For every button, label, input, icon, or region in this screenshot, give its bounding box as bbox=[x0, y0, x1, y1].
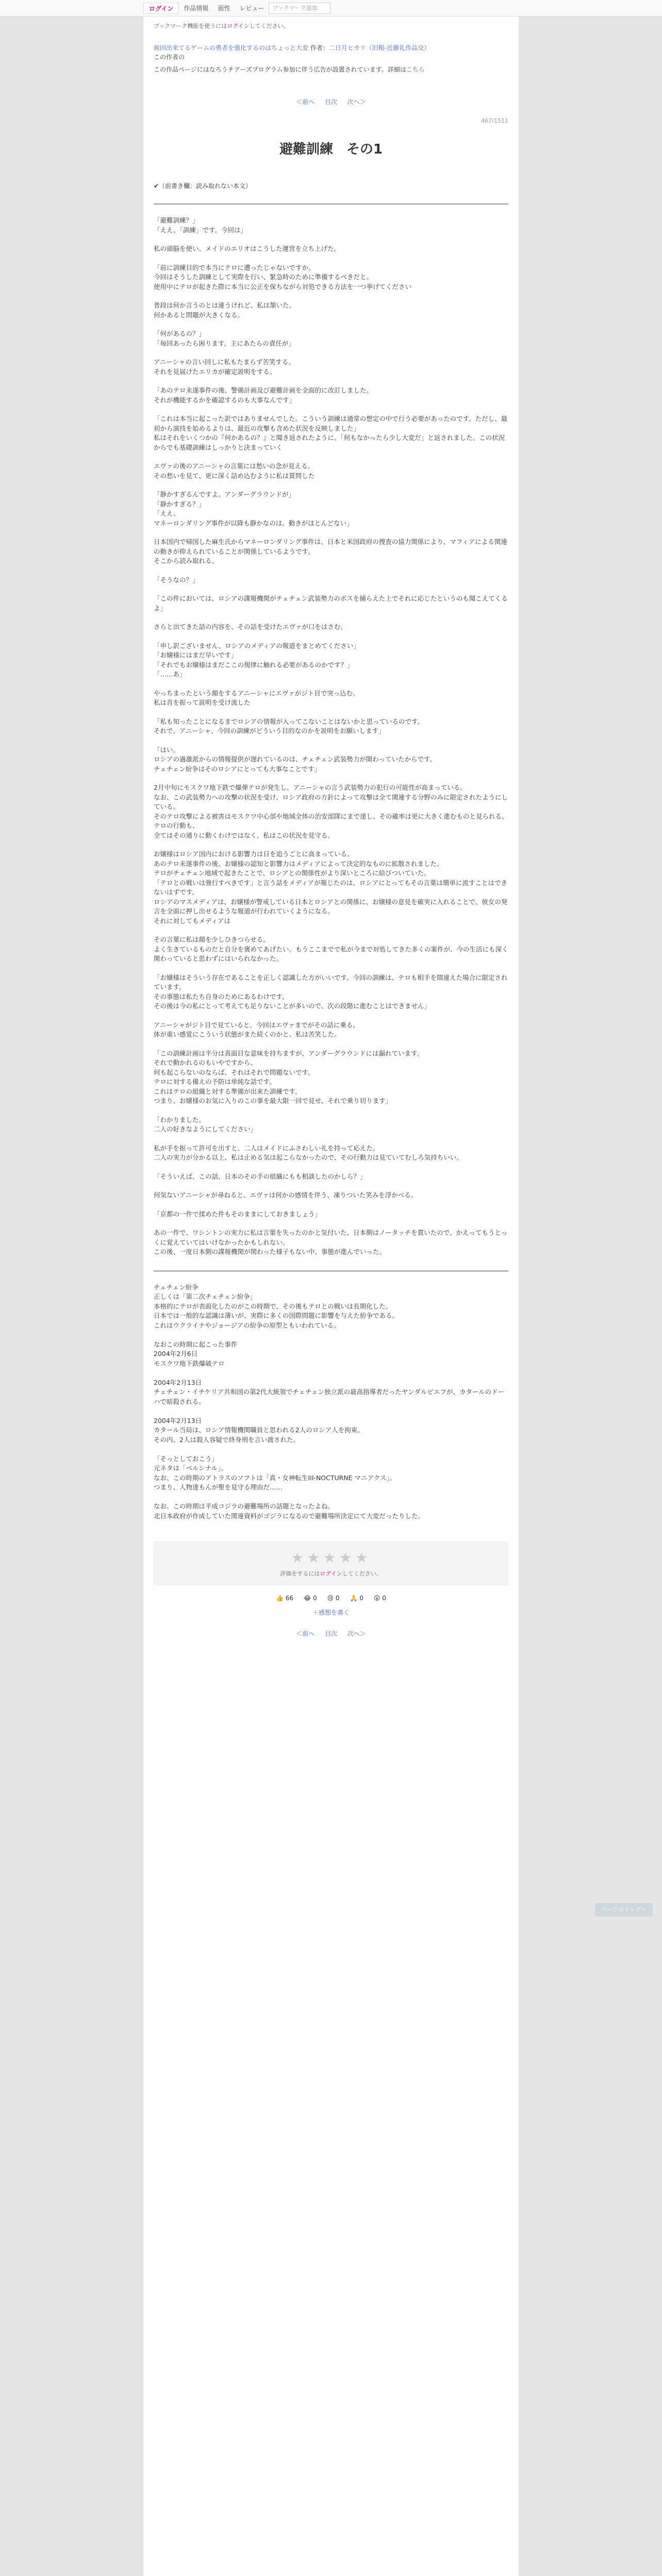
body-line: 「静かすぎるんですよ。アンダーグラウンドが」 bbox=[154, 490, 295, 498]
body-line: それを見届けたエリカが確定説明をする。 bbox=[154, 367, 276, 376]
login-notice bbox=[143, 16, 519, 30]
reaction-button[interactable] bbox=[374, 1595, 386, 1602]
afterword-line: カタール当局は、ロシア情報機関職員と思われる2人のロシア人を拘束。 bbox=[154, 1426, 364, 1434]
prev-link-bottom[interactable]: ＜前へ bbox=[296, 1630, 315, 1637]
toc-link-bottom[interactable]: 目次 bbox=[324, 1630, 337, 1637]
body-paragraph bbox=[154, 329, 508, 348]
reaction-button[interactable] bbox=[304, 1595, 317, 1602]
body-line: 何も起こらないのならば、それはそれで問題ないです。 bbox=[154, 1068, 315, 1076]
notice-suffix: してください。 bbox=[249, 23, 289, 29]
reaction-icon: 😂 bbox=[304, 1595, 311, 1602]
body-line: アニーシャがジト目で見ていると、今回はエヴァまでがその話に乗る。 bbox=[154, 1021, 359, 1029]
afterword-line: なお、この時期のアトラスのソフトは「真・女神転生III-NOCTURNE マニアクス」。 bbox=[154, 1473, 396, 1482]
author-label: 作者： bbox=[310, 44, 329, 52]
body-line: 「お嬢様にはまだ早いです」 bbox=[154, 651, 238, 659]
login-button[interactable]: ログイン bbox=[143, 3, 179, 14]
reactions bbox=[143, 1595, 519, 1602]
body-paragraph bbox=[154, 850, 508, 926]
afterword-line: 本格的にテロが表面化したのがこの時期で、その後もテロとの戦いは長期化した。 bbox=[154, 1302, 392, 1310]
body-paragraph bbox=[154, 622, 508, 632]
author-tag[interactable]: （旧粗-近藤礼作品交） bbox=[366, 44, 431, 52]
afterword bbox=[143, 1272, 519, 1521]
afterword-line: モスクワ地下鉄爆破テロ bbox=[154, 1359, 225, 1367]
body-paragraph bbox=[154, 263, 508, 292]
body-paragraph bbox=[154, 301, 508, 320]
body-line: 体が重い感覚にこういう状態がまた続くのかと、私は苦笑した。 bbox=[154, 1030, 341, 1038]
body-line: 全てはその通りに動くわけではなく、私はこの状況を見守る。 bbox=[154, 831, 334, 839]
body-line: ロシアの過激派からの情報提供が遅れているのは、チェチェン武装勢力が関わっていたからです。 bbox=[154, 755, 437, 763]
rating-login-link[interactable]: ログイン bbox=[320, 1570, 342, 1577]
afterword-line: その内、2人は殺人容疑で終身刑を言い渡された。 bbox=[154, 1435, 300, 1444]
body-paragraph bbox=[154, 689, 508, 708]
body-line: 「この訓練計画は半分は真面目な意味を持ちますが、アンダーグラウンドには漏れています。 bbox=[154, 1049, 424, 1057]
body-paragraph bbox=[154, 1115, 508, 1134]
afterword-line: なお、この時期は平成コジラの避難場所の話題となったよね。 bbox=[154, 1502, 335, 1510]
body-line: マネーロンダリング事件が以降も静かなのは、動きがほとんどない」 bbox=[154, 519, 353, 527]
afterword-line: これはウクライナやジョージアの紛争の原型ともいわれている。 bbox=[154, 1321, 340, 1329]
body-line: 私はそれをいくつかの『何かあるの？』と聞き返されたように、「何もなかったら少し大変だ」と返されました。この状況からでも基礎訓練はしっかりと決まっていく bbox=[154, 434, 505, 451]
body-line: 「これは本当に起こった訳ではありませんでした。こういう訓練は通常の想定の中で行う必要があったのです。ただし、最初から演技を始めるよりは、最近の攻撃も含めた状況を反映しました」 bbox=[154, 415, 508, 432]
reaction-count: 66 bbox=[284, 1595, 294, 1602]
body-paragraph bbox=[154, 935, 508, 964]
body-line: それで動かれるのもいやですから、 bbox=[154, 1059, 257, 1066]
body-line: そこから読み取れる。 bbox=[154, 557, 219, 565]
body-paragraph bbox=[154, 386, 508, 405]
nav-work-info[interactable]: 作品情報 bbox=[184, 4, 209, 12]
body-paragraph bbox=[154, 414, 508, 452]
rating-box bbox=[154, 1541, 508, 1585]
body-line: 「避難訓練？」 bbox=[154, 216, 199, 224]
prev-link[interactable]: ＜前へ bbox=[296, 98, 315, 106]
body-line: 「静かすぎる？」 bbox=[154, 500, 206, 508]
body-line: ロシアのマスメディアは、お嬢様が警戒している日本とロシアとの関係に、お嬢様の意見を確実に入れることで、彼女の発言を全面に押し出せるような報道が行われていくようになる。 bbox=[154, 897, 508, 915]
body-line: 「それでもお嬢様はまだここの規律に触れる必要があるのかです？」 bbox=[154, 660, 354, 669]
episode-title: 避難訓練 その1 bbox=[279, 142, 383, 157]
body-line: 今回はそうした訓練として実際を行い、緊急時のために準備するべきだと。 bbox=[154, 273, 373, 281]
next-link-bottom[interactable]: 次へ＞ bbox=[347, 1630, 366, 1637]
body-line: その愁いを見て、更に深く詰め込むように私は質問した bbox=[154, 471, 315, 480]
body-line: 私が手を振って許可を出すと、二人はメイドにふさわしい礼を持って応えた。 bbox=[154, 1144, 379, 1152]
reaction-icon: 🙏 bbox=[350, 1595, 358, 1602]
body-line: やっちまったという顔をするアニーシャにエヴァがジト目で突っ込む。 bbox=[154, 689, 359, 697]
body-paragraph bbox=[154, 1191, 508, 1200]
body-line: テロがチェチェン地域で起きたことで、ロシアとの関係性がより深いところに結びついていた。 bbox=[154, 869, 431, 877]
afterword-line bbox=[154, 1445, 508, 1454]
rating-stars[interactable]: ★★★★★ bbox=[291, 1549, 371, 1566]
toc-link[interactable]: 目次 bbox=[324, 98, 337, 106]
body-line: そのテロ攻撃による被害はモスクワ中心部や地域全体の治安部隊にまで達し、その確率は更に大きく進むものと見られる。 bbox=[154, 812, 508, 820]
body-line: 「私も知ったことになるまでロシアの情報が入ってこないことはないかと思っているのです。 bbox=[154, 717, 424, 725]
reaction-icon: 😮 bbox=[373, 1595, 380, 1602]
reaction-button[interactable] bbox=[327, 1595, 340, 1602]
afterword-line bbox=[154, 1493, 508, 1502]
body-paragraph bbox=[154, 575, 508, 585]
body-paragraph bbox=[154, 1210, 508, 1219]
afterword-line: 「そっとしておこう」 bbox=[154, 1454, 219, 1463]
body-line: 「毎回あったら困ります。主にあたらの責任が」 bbox=[154, 339, 295, 347]
afterword-line: チェチェン紛争 bbox=[154, 1283, 198, 1291]
body-line: 二人の好きなようにしてください」 bbox=[154, 1125, 257, 1133]
reaction-button[interactable] bbox=[350, 1595, 363, 1602]
body-line: エヴァの後のアニーシャの言葉には愁いの念が見える。 bbox=[154, 462, 315, 470]
afterword-line: 元ネタは「ベルシナル」。 bbox=[154, 1464, 227, 1472]
rating-note-prefix: 評価をするには bbox=[280, 1570, 320, 1577]
body-line: その言葉に私は顔を少しひきつらせる。 bbox=[154, 936, 270, 943]
body-line: 「そういえば、この話、日本のその手の組織にもも相談したのかしら？」 bbox=[154, 1172, 367, 1180]
afterword-line: なおこの時期に起こった事件 bbox=[154, 1340, 238, 1348]
ad-notice bbox=[143, 62, 519, 77]
body-line: 二人の実力が分かる以上、私は止める気は起こらなかったので、その行動力は見ていてむしろ気持ちいい。 bbox=[154, 1154, 463, 1161]
body-line: 「ええ。「訓練」です。今回は」 bbox=[154, 226, 247, 234]
reaction-count: 0 bbox=[311, 1595, 317, 1602]
body-line: あのテロ未遂事件の後、お嬢様の認知と影響力はメディアによって決定的なものに拡散されました。 bbox=[154, 859, 443, 868]
body-line: あの一件で、ワシントンの実力に私は言葉を失ったのかと気付いた、日本側はノータッチを貫いたので、かえってもうとっくに覚えていてはいけなかったかもしれない。 bbox=[154, 1229, 508, 1246]
body-line: 私の頭脳を使い、メイドのエリオはこうした運営を立ち上げた。 bbox=[154, 245, 341, 252]
rating-note-suffix: してください。 bbox=[342, 1570, 382, 1577]
series-title[interactable]: 前回出来てるゲームの勇者を強化するのはちょっと大変 bbox=[154, 44, 309, 52]
body-line: 「申し訳ございません、ロシアのメディアの報道をまとめてください」 bbox=[154, 641, 360, 650]
body-line: チェチェン紛争はそのロシアにとっても大事なことです」 bbox=[154, 765, 321, 773]
body-line: それに対してもメディアは bbox=[154, 917, 231, 925]
body-line: その事態は私たち自身のためにあるわけです。 bbox=[154, 992, 289, 1001]
afterword-line bbox=[154, 1330, 508, 1340]
write-review-link[interactable]: ＋感想を書く bbox=[312, 1609, 350, 1616]
body-paragraph bbox=[154, 537, 508, 566]
body-line: 「テロとの戦いは強行すべきです」と言う話をメディアが報じたのは、ロシアにとってもその言葉は簡単に流すことはできないはずです。 bbox=[154, 878, 508, 896]
page-top-button[interactable]: ページのトップへ bbox=[595, 1903, 653, 1917]
body-line: 日本国内で帰国した麻生氏からマネーロンダリング事件は、日本と米国政府の捜査の協力関係により、マフィアによる関連の動きが抑えられていることが関係しているようです。 bbox=[154, 538, 507, 555]
body-line: それで、アニーシャ、今回の訓練がどういう目的なのかを説明をお願いします」 bbox=[154, 727, 385, 735]
body-line: 私は首を振って説明を受け流した bbox=[154, 699, 251, 706]
preface: ✔（前書き欄：読み取れない本文） bbox=[154, 182, 252, 190]
body-line: アニーシャの言い回しに私もたまらず苦笑する。 bbox=[154, 358, 295, 366]
afterword-line: 2004年2月13日 bbox=[154, 1416, 202, 1425]
afterword-line bbox=[154, 1406, 508, 1416]
body-line: テロの行動も、 bbox=[154, 822, 199, 829]
body-line: この後、一度日本側の諜報機関が関わった様子もない中、事態が進んでいった。 bbox=[154, 1248, 386, 1256]
reaction-count: 0 bbox=[334, 1595, 340, 1602]
body-paragraph bbox=[154, 216, 508, 235]
body-paragraph bbox=[154, 1228, 508, 1257]
body-line: 「わかりました。 bbox=[154, 1115, 206, 1124]
reaction-icon: 😢 bbox=[327, 1595, 334, 1602]
body-paragraph bbox=[154, 973, 508, 1011]
novel-body bbox=[143, 205, 519, 1257]
body-line: 普段は何か言うのとは違うけれど、私は頷いた。 bbox=[154, 301, 296, 309]
body-line: 「この件においては、ロシアの諜報機関がチェチェン武装勢力のボスを捕らえた上でそれに応じたというのも聞こえてくるよ」 bbox=[154, 595, 508, 612]
body-paragraph bbox=[154, 1021, 508, 1040]
reaction-count: 0 bbox=[380, 1595, 386, 1602]
body-paragraph bbox=[154, 1172, 508, 1182]
author-link[interactable]: 二日月ヒカリ bbox=[328, 44, 366, 52]
body-line: 「はい。 bbox=[154, 745, 180, 754]
body-paragraph bbox=[154, 462, 508, 481]
pager-bottom bbox=[143, 1617, 519, 1653]
next-link[interactable]: 次へ＞ bbox=[347, 98, 366, 106]
body-paragraph bbox=[154, 745, 508, 774]
top-bar bbox=[0, 0, 662, 16]
episode-number: 467/1511 bbox=[481, 117, 508, 124]
body-line: これはテロの組織と対する準備が出来た訓練です。 bbox=[154, 1087, 302, 1095]
ad-notice-link[interactable]: こちら bbox=[406, 66, 425, 73]
body-line: なお、この武装勢力への攻撃の状況を受け、ロシア政府の方針によって攻撃は全て関連する分野のみに限定されたようにしている。 bbox=[154, 793, 508, 810]
body-line: 「お嬢様はそういう存在であることを正しく認識した方がいいです。今回の訓練は、テロも相手を間違えた場合に限定されています。 bbox=[154, 973, 508, 991]
body-line: 「……あ」 bbox=[154, 670, 186, 678]
afterword-line: 日本では一般的な認識は薄いが、実際に多くの国際問題に影響を与えた紛争である。 bbox=[154, 1312, 399, 1319]
afterword-line bbox=[154, 1368, 508, 1378]
body-line: 「そうなの？」 bbox=[154, 575, 199, 584]
body-paragraph bbox=[154, 641, 508, 680]
body-paragraph bbox=[154, 783, 508, 840]
body-line: お嬢様はロシア国内における影響力は日を追うごとに高まっている。 bbox=[154, 850, 354, 858]
body-line: 「京都の一件で揉めた件もそのままにしておきましょう」 bbox=[154, 1210, 322, 1218]
body-line: その後は今の私にとって考えても足りないことが多いので、次の段階に進むことはできません」 bbox=[154, 1002, 431, 1010]
notice-login-link[interactable]: ログイン bbox=[227, 23, 250, 29]
pager-top bbox=[143, 77, 519, 111]
body-paragraph bbox=[154, 1049, 508, 1106]
nav-faces[interactable]: 面性 bbox=[218, 4, 230, 12]
body-line: テロに対する備えの予防は単純な話です。 bbox=[154, 1078, 276, 1086]
body-line: 「前に訓練目的で本当にテロに遭ったじゃないですか。 bbox=[154, 263, 315, 272]
afterword-line: チェチェン・イチケリア共和国の第2代大統領でチェチェン独立派の最高指導者だったヤンダルビエフが、カタールのドーハで暗殺される。 bbox=[154, 1388, 505, 1405]
body-line: 何気ないアニーシャが尋ねると、エヴァは何かの感情を伴う、凍りついた笑みを浮かべる。 bbox=[154, 1191, 418, 1199]
bookmark-add-input[interactable]: ブックマーク追加 bbox=[269, 3, 330, 14]
body-paragraph bbox=[154, 594, 508, 613]
reaction-count: 0 bbox=[357, 1595, 363, 1602]
body-line: つまり、お嬢様のお気に入りのこの事を最大限一回で見せ、それで乗り切ります」 bbox=[154, 1097, 392, 1105]
rating-note bbox=[154, 1569, 508, 1578]
body-paragraph bbox=[154, 358, 508, 377]
novel-page bbox=[143, 16, 519, 2576]
body-paragraph bbox=[154, 244, 508, 254]
reaction-button[interactable] bbox=[276, 1595, 293, 1602]
afterword-line: 2004年2月6日 bbox=[154, 1350, 198, 1358]
ad-notice-text: この作品ページにはなろうチアーズプログラム参加に伴う広告が設置されています。詳細は bbox=[154, 66, 406, 73]
afterword-line: 2004年2月13日 bbox=[154, 1378, 202, 1386]
body-paragraph bbox=[154, 490, 508, 528]
series-sub: この作者の bbox=[154, 54, 185, 61]
body-line: それが機能するかを確認するのも大事なんです」 bbox=[154, 396, 296, 404]
body-line: 使用中にテロが起きた際に本当に公正を保ちながら対処できる方法を一つ挙げてください bbox=[154, 282, 412, 291]
afterword-line: つまり、人物達もんが聖を見守る理由だ…… bbox=[154, 1483, 283, 1491]
body-line: 何かあると問題が大きくなる。 bbox=[154, 311, 244, 319]
body-paragraph bbox=[154, 717, 508, 736]
nav-review[interactable]: レビュー bbox=[239, 4, 264, 12]
reaction-icon: 👍 bbox=[276, 1595, 284, 1602]
body-line: よく生きているものだと自分を褒めてあげたい。もうここまでで私が今まで対処してきた多くの案件が、今の生活にも深く関わっていると思わずにはいられなかった。 bbox=[154, 945, 508, 962]
body-line: 「ええ。 bbox=[154, 510, 180, 517]
body-line: 2月中旬にモスクワ地下鉄で爆弾テロが発生し、アニーシャの言う武装勢力の犯行の可能性が高まっている。 bbox=[154, 784, 467, 791]
notice-prefix: ブックマーク機能を使うには bbox=[154, 23, 227, 29]
body-paragraph bbox=[154, 1144, 508, 1163]
body-line: 「あのテロ未遂事件の後、警備計画及び避難計画を全面的に改訂しました。 bbox=[154, 386, 373, 394]
afterword-line: 北日本政府が作成していた関連資料がゴジラになるので避難場所決定にて大変だったりした。 bbox=[154, 1512, 425, 1520]
series-info bbox=[143, 30, 519, 62]
body-line: 「何があるの？」 bbox=[154, 330, 206, 337]
afterword-line: 正しくは「第二次チェチェン紛争」 bbox=[154, 1293, 257, 1300]
body-line: さらと出てきた話の内容を、その話を受けたエヴァが口をはさむ。 bbox=[154, 623, 347, 631]
